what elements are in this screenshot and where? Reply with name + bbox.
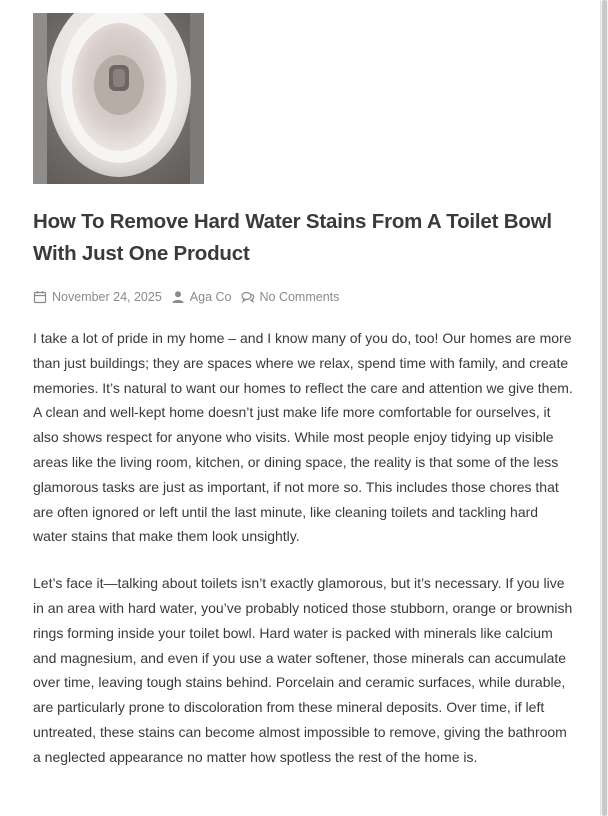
comments-icon bbox=[241, 290, 255, 304]
article-title[interactable]: How To Remove Hard Water Stains From A Toilet Bowl With Just One Product bbox=[33, 210, 552, 265]
post-author-link[interactable]: Aga Co bbox=[189, 290, 232, 304]
article-paragraph: Let’s face it—talking about toilets isn’t exactly glamorous, but it’s necessary. If you live in an area with hard water, you’ve probably noticed those stubborn, orange or brownish rings forming inside your toilet bowl. Hard water is packed with minerals like calcium and magnesium, and even if you use a water softener, those minerals can accumulate over time, leaving tough stains behind. Porcelain and ceramic surfaces, while durable, are particularly prone to discoloration from these mineral deposits. Over time, if left untreated, these stains can become almost impossible to remove, giving the bathroom a neglected appearance no matter how spotless the rest of the home is. bbox=[33, 575, 573, 765]
post-comments-link[interactable]: No Comments bbox=[259, 290, 340, 304]
user-icon bbox=[171, 290, 185, 304]
scrollbar-track[interactable] bbox=[600, 0, 608, 816]
article-thumbnail[interactable] bbox=[33, 13, 204, 184]
calendar-icon bbox=[33, 290, 47, 304]
post-author bbox=[171, 290, 232, 304]
article-paragraph: I take a lot of pride in my home – and I know many of you do, too! Our homes are more than just buildings; they are spaces where we relax, spend time with family, and create memories. It’s natural to want our homes to reflect the care and attention we give them. A clean and well-kept home doesn’t just make life more comfortable for ourselves, it also shows respect for anyone who visits. While most people enjoy tidying up visible areas like the living room, kitchen, or dining space, the reality is that some of the less glamorous tasks are just as important, if not more so. This includes those chores that are often ignored or left until the last minute, like cleaning toilets and tackling hard water stains that make them look unsightly. bbox=[33, 330, 573, 545]
article bbox=[33, 13, 573, 770]
post-date bbox=[33, 290, 162, 304]
toilet-bowl-image bbox=[33, 13, 204, 184]
post-date-link[interactable]: November 24, 2025 bbox=[52, 290, 162, 304]
scrollbar-thumb[interactable] bbox=[602, 0, 607, 816]
post-comments bbox=[241, 290, 340, 304]
article-meta bbox=[33, 288, 573, 306]
